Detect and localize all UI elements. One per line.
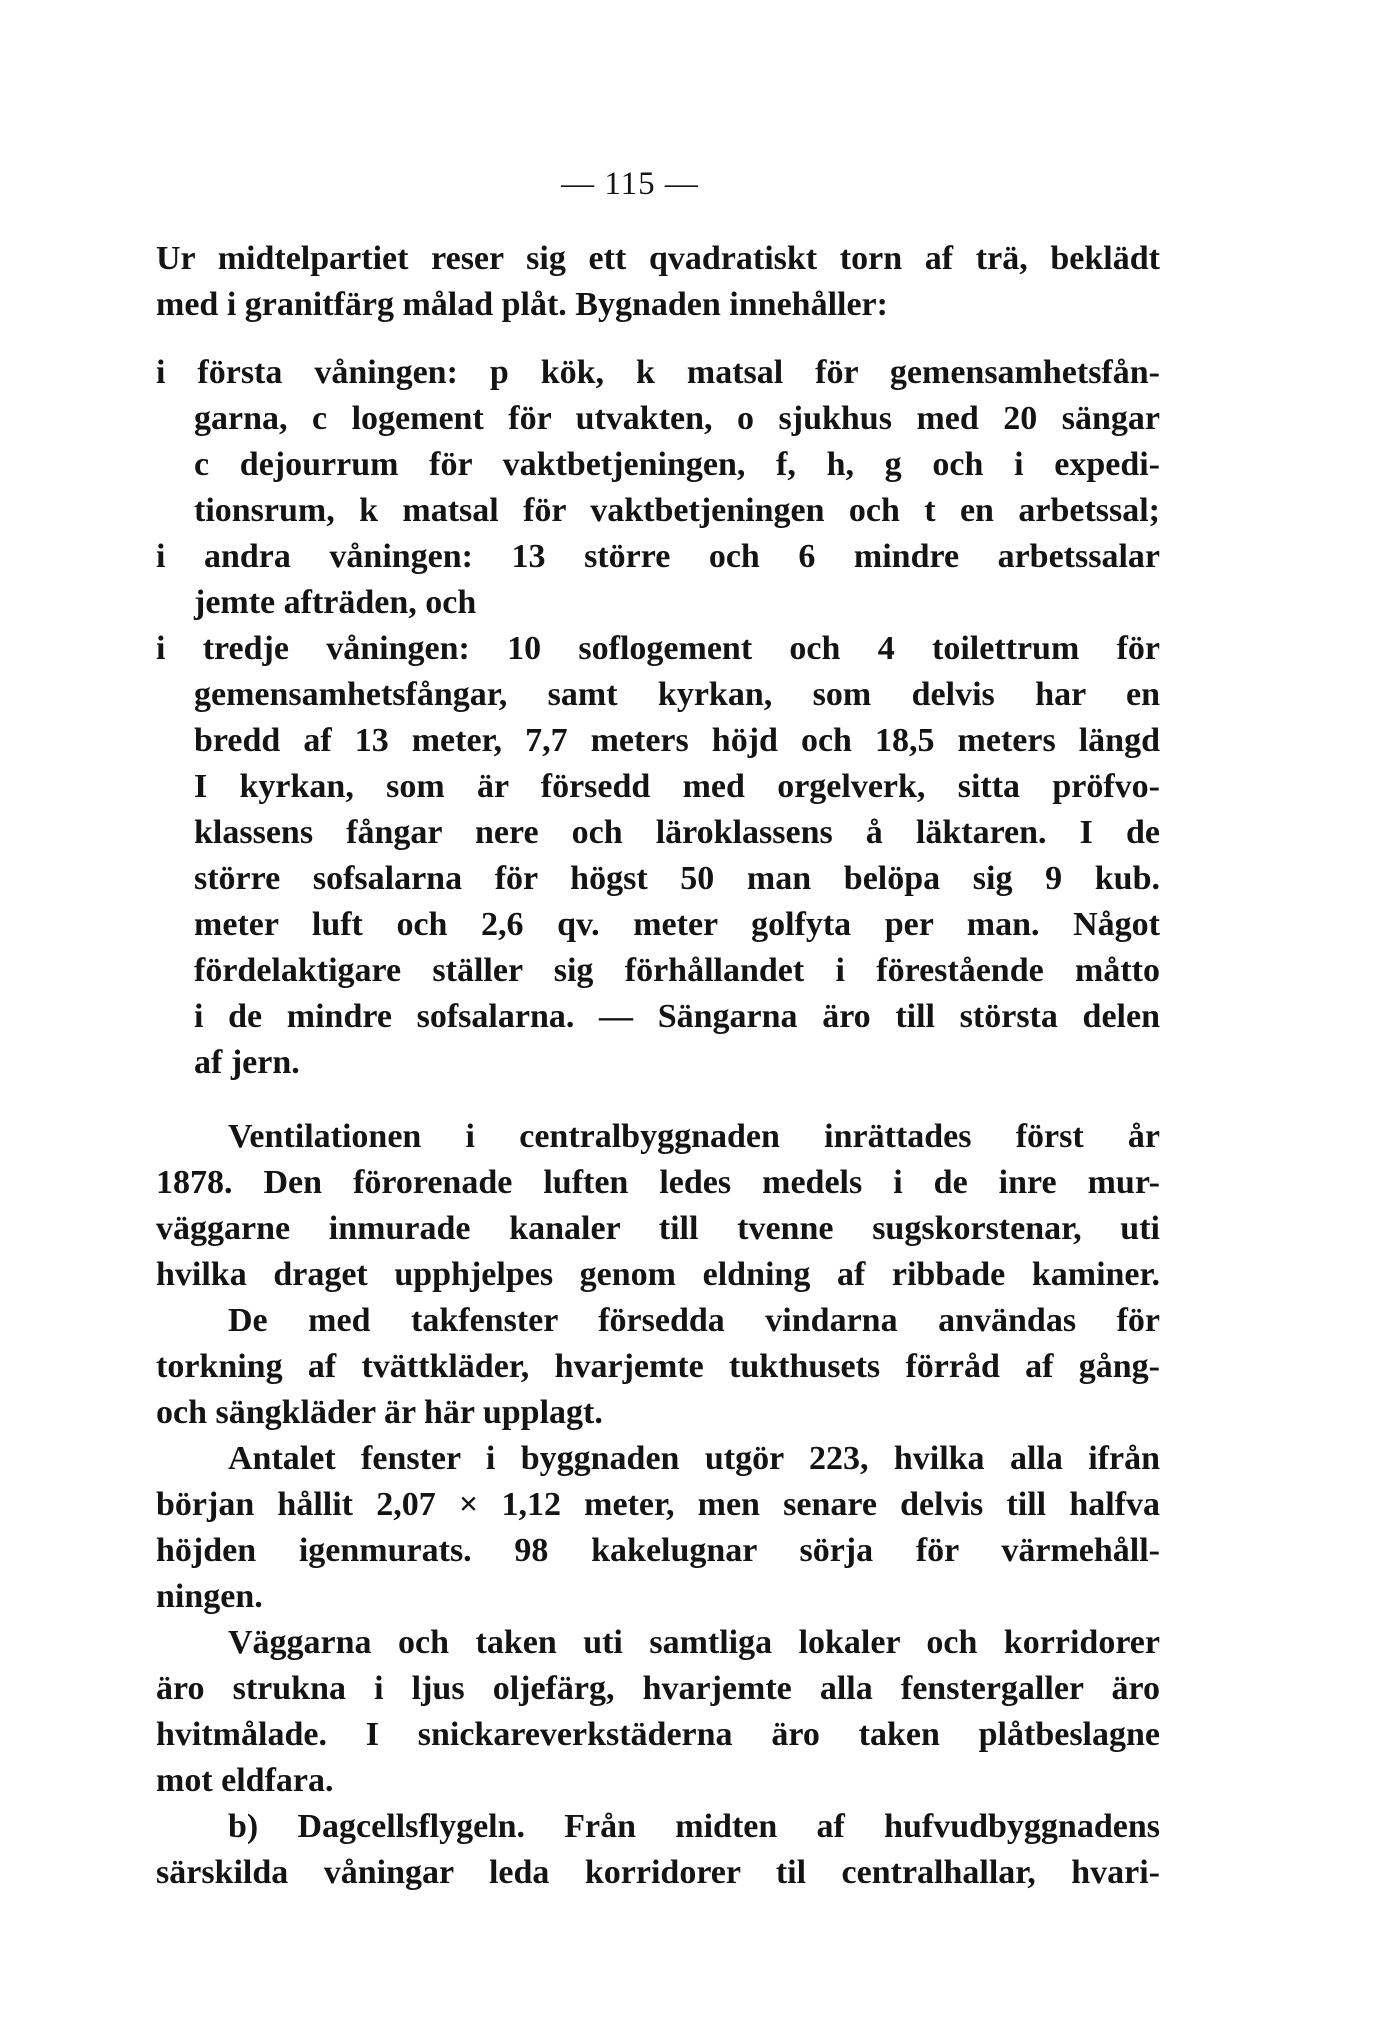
text-line: klassens fångar nere och läroklassens å läktaren. I de (194, 814, 1160, 851)
text-line: gemensamhetsfångar, samt kyrkan, som delvis har en (194, 676, 1160, 713)
text-line: bredd af 13 meter, 7,7 meters höjd och 18,5 meters längd (194, 722, 1160, 759)
text-line: mot eldfara. (156, 1762, 334, 1799)
text-line: b) Dagcellsflygeln. Från midten af hufvudbyggnadens (228, 1808, 1160, 1845)
text-line: väggarne inmurade kanaler till tvenne sugskorstenar, uti (156, 1210, 1160, 1247)
text-line: i de mindre sofsalarna. — Sängarna äro till största delen (194, 998, 1160, 1035)
text-line: med i granitfärg målad plåt. Bygnaden innehåller: (156, 286, 888, 323)
text-line: I kyrkan, som är försedd med orgelverk, sitta pröfvo- (194, 768, 1160, 805)
text-line: 1878. Den förorenade luften ledes medels i de inre mur- (156, 1164, 1160, 1201)
text-line: meter luft och 2,6 qv. meter golfyta per man. Något (194, 906, 1160, 943)
text-line: c dejourrum för vaktbetjeningen, f, h, g och i expedi- (194, 446, 1160, 483)
page-number: — 115 — (561, 166, 699, 202)
text-line: i tredje våningen: 10 soflogement och 4 toilettrum för (156, 630, 1160, 667)
text-line: tionsrum, k matsal för vaktbetjeningen och t en arbetssal; (194, 492, 1160, 529)
text-line: De med takfenster försedda vindarna användas för (228, 1302, 1160, 1339)
text-line: hvilka draget upphjelpes genom eldning af ribbade kaminer. (156, 1256, 1160, 1293)
text-line: och sängkläder är här upplagt. (156, 1394, 603, 1431)
text-line: Ventilationen i centralbyggnaden inrättades först år (228, 1118, 1160, 1155)
paragraph-gap (156, 328, 1160, 350)
text-line: äro strukna i ljus oljefärg, hvarjemte alla fenstergaller äro (156, 1670, 1160, 1707)
text-line: af jern. (194, 1044, 300, 1081)
text-line: början hållit 2,07 × 1,12 meter, men senare delvis till halfva (156, 1486, 1160, 1523)
text-line: i andra våningen: 13 större och 6 mindre arbetssalar (156, 538, 1160, 575)
text-line: fördelaktigare ställer sig förhållandet i förestående måtto (194, 952, 1160, 989)
text-line: torkning af tvättkläder, hvarjemte tukthusets förråd af gång- (156, 1348, 1160, 1385)
text-line: höjden igenmurats. 98 kakelugnar sörja för värmehåll- (156, 1532, 1160, 1569)
paragraph-gap (156, 1086, 1160, 1114)
body-text (156, 236, 1160, 1896)
text-line: garna, c logement för utvakten, o sjukhus med 20 sängar (194, 400, 1160, 437)
text-line: i första våningen: p kök, k matsal för gemensamhetsfån- (156, 354, 1160, 391)
text-line: särskilda våningar leda korridorer til centralhallar, hvari- (156, 1854, 1160, 1891)
text-line: ningen. (156, 1578, 263, 1615)
text-line: Ur midtelpartiet reser sig ett qvadratiskt torn af trä, beklädt (156, 240, 1160, 277)
text-line: jemte afträden, och (194, 584, 477, 621)
text-line: Väggarna och taken uti samtliga lokaler och korridorer (228, 1624, 1160, 1661)
text-line: hvitmålade. I snickareverkstäderna äro taken plåtbeslagne (156, 1716, 1160, 1753)
text-line: större sofsalarna för högst 50 man belöpa sig 9 kub. (194, 860, 1160, 897)
text-line: Antalet fenster i byggnaden utgör 223, hvilka alla ifrån (228, 1440, 1160, 1477)
